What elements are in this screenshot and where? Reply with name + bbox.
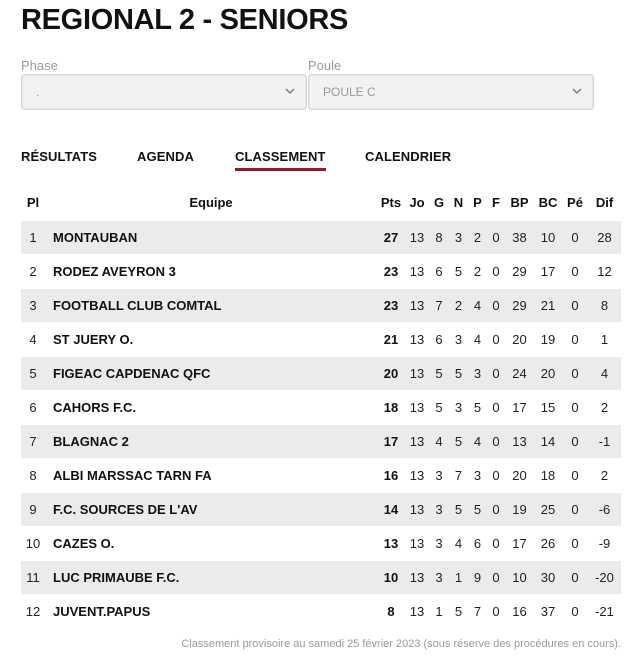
- cell-pts: 8: [377, 594, 405, 628]
- cell-pl: 6: [21, 390, 45, 424]
- header-p: P: [473, 195, 482, 211]
- cell-jo: 13: [405, 356, 429, 390]
- chevron-down-icon: [570, 84, 584, 98]
- cell-p: 4: [468, 322, 487, 356]
- table-row: [21, 254, 621, 288]
- cell-f: 0: [487, 322, 505, 356]
- cell-pl: 9: [21, 492, 45, 526]
- cell-bp: 29: [505, 254, 534, 288]
- cell-f: 0: [487, 594, 505, 628]
- cell-dif: 8: [588, 288, 621, 322]
- cell-n: 3: [449, 322, 468, 356]
- phase-label: Phase: [21, 58, 58, 73]
- cell-dif: 2: [588, 390, 621, 424]
- team-name[interactable]: CAHORS F.C.: [45, 390, 377, 424]
- cell-pts: 21: [377, 322, 405, 356]
- ranking-table: [21, 186, 621, 628]
- table-row: [21, 322, 621, 356]
- cell-bc: 26: [534, 526, 562, 560]
- cell-pe: 0: [562, 458, 588, 492]
- cell-p: 2: [468, 254, 487, 288]
- cell-f: 0: [487, 424, 505, 458]
- cell-dif: 1: [588, 322, 621, 356]
- cell-pts: 14: [377, 492, 405, 526]
- cell-bp: 20: [505, 458, 534, 492]
- cell-f: 0: [487, 560, 505, 594]
- cell-g: 6: [429, 254, 449, 288]
- team-name[interactable]: ALBI MARSSAC TARN FA: [45, 458, 377, 492]
- team-name[interactable]: CAZES O.: [45, 526, 377, 560]
- header-pl: Pl: [26, 195, 40, 211]
- cell-pe: 0: [562, 288, 588, 322]
- cell-n: 4: [449, 526, 468, 560]
- cell-pl: 4: [21, 322, 45, 356]
- cell-bc: 20: [534, 356, 562, 390]
- cell-p: 6: [468, 526, 487, 560]
- tab-classement[interactable]: CLASSEMENT: [235, 149, 326, 164]
- team-name[interactable]: JUVENT.PAPUS: [45, 594, 377, 628]
- cell-p: 5: [468, 492, 487, 526]
- cell-jo: 13: [405, 458, 429, 492]
- poule-select-value: POULE C: [323, 85, 376, 99]
- cell-bc: 18: [534, 458, 562, 492]
- cell-n: 3: [449, 220, 468, 254]
- cell-p: 4: [468, 288, 487, 322]
- table-row: [21, 458, 621, 492]
- cell-pl: 11: [21, 560, 45, 594]
- cell-f: 0: [487, 356, 505, 390]
- header-g: G: [433, 195, 445, 211]
- cell-bp: 19: [505, 492, 534, 526]
- table-row: [21, 424, 621, 458]
- header-pts: Pts: [380, 195, 402, 211]
- phase-select[interactable]: [21, 74, 307, 110]
- ranking-body: [21, 220, 621, 628]
- cell-bc: 17: [534, 254, 562, 288]
- cell-f: 0: [487, 390, 505, 424]
- team-name[interactable]: LUC PRIMAUBE F.C.: [45, 560, 377, 594]
- cell-bc: 14: [534, 424, 562, 458]
- header-bp: BP: [510, 195, 529, 211]
- table-row: [21, 594, 621, 628]
- cell-jo: 13: [405, 254, 429, 288]
- cell-dif: 12: [588, 254, 621, 288]
- cell-bp: 24: [505, 356, 534, 390]
- phase-select-value: .: [36, 85, 40, 99]
- cell-pts: 10: [377, 560, 405, 594]
- cell-p: 5: [468, 390, 487, 424]
- cell-pts: 23: [377, 254, 405, 288]
- cell-jo: 13: [405, 594, 429, 628]
- cell-g: 3: [429, 492, 449, 526]
- cell-bc: 10: [534, 220, 562, 254]
- chevron-down-icon: [283, 84, 297, 98]
- cell-jo: 13: [405, 322, 429, 356]
- cell-pts: 16: [377, 458, 405, 492]
- cell-p: 9: [468, 560, 487, 594]
- cell-pts: 23: [377, 288, 405, 322]
- cell-pts: 20: [377, 356, 405, 390]
- cell-n: 5: [449, 356, 468, 390]
- table-header-row: [21, 186, 621, 220]
- cell-g: 7: [429, 288, 449, 322]
- cell-bp: 17: [505, 390, 534, 424]
- cell-bp: 10: [505, 560, 534, 594]
- cell-pl: 7: [21, 424, 45, 458]
- table-row: [21, 492, 621, 526]
- cell-jo: 13: [405, 560, 429, 594]
- cell-pl: 10: [21, 526, 45, 560]
- cell-pe: 0: [562, 492, 588, 526]
- cell-f: 0: [487, 288, 505, 322]
- cell-dif: -6: [588, 492, 621, 526]
- cell-jo: 13: [405, 220, 429, 254]
- cell-n: 5: [449, 492, 468, 526]
- cell-pe: 0: [562, 356, 588, 390]
- cell-bc: 37: [534, 594, 562, 628]
- team-name[interactable]: FIGEAC CAPDENAC QFC: [45, 356, 377, 390]
- team-name[interactable]: MONTAUBAN: [45, 220, 377, 254]
- header-dif: Dif: [595, 195, 614, 211]
- team-name[interactable]: RODEZ AVEYRON 3: [45, 254, 377, 288]
- tab-calendrier[interactable]: CALENDRIER: [365, 149, 452, 164]
- cell-bc: 21: [534, 288, 562, 322]
- cell-dif: 2: [588, 458, 621, 492]
- cell-pe: 0: [562, 594, 588, 628]
- cell-bc: 19: [534, 322, 562, 356]
- cell-pe: 0: [562, 424, 588, 458]
- cell-g: 5: [429, 356, 449, 390]
- cell-bp: 13: [505, 424, 534, 458]
- cell-pe: 0: [562, 254, 588, 288]
- table-row: [21, 526, 621, 560]
- table-row: [21, 356, 621, 390]
- cell-g: 3: [429, 526, 449, 560]
- cell-p: 2: [468, 220, 487, 254]
- cell-p: 3: [468, 458, 487, 492]
- table-row: [21, 560, 621, 594]
- header-pe: Pé: [567, 195, 583, 211]
- cell-pe: 0: [562, 322, 588, 356]
- header-jo: Jo: [409, 195, 425, 211]
- cell-f: 0: [487, 492, 505, 526]
- cell-p: 7: [468, 594, 487, 628]
- cell-pe: 0: [562, 560, 588, 594]
- cell-bp: 17: [505, 526, 534, 560]
- cell-g: 3: [429, 560, 449, 594]
- cell-bp: 38: [505, 220, 534, 254]
- cell-f: 0: [487, 254, 505, 288]
- cell-jo: 13: [405, 390, 429, 424]
- cell-dif: -1: [588, 424, 621, 458]
- cell-pe: 0: [562, 220, 588, 254]
- page-title: REGIONAL 2 - SENIORS: [21, 4, 349, 36]
- header-n: N: [453, 195, 464, 211]
- header-equipe: Equipe: [189, 195, 233, 211]
- cell-pe: 0: [562, 526, 588, 560]
- cell-g: 3: [429, 458, 449, 492]
- cell-pe: 0: [562, 390, 588, 424]
- footnote: Classement provisoire au samedi 25 février 2023 (sous réserve des procédures en cours).: [181, 638, 621, 650]
- cell-n: 3: [449, 390, 468, 424]
- cell-f: 0: [487, 458, 505, 492]
- cell-pl: 8: [21, 458, 45, 492]
- cell-n: 7: [449, 458, 468, 492]
- cell-bc: 25: [534, 492, 562, 526]
- cell-pts: 17: [377, 424, 405, 458]
- poule-select[interactable]: [308, 74, 594, 110]
- cell-p: 3: [468, 356, 487, 390]
- cell-g: 1: [429, 594, 449, 628]
- team-name[interactable]: BLAGNAC 2: [45, 424, 377, 458]
- cell-f: 0: [487, 526, 505, 560]
- cell-pl: 5: [21, 356, 45, 390]
- cell-jo: 13: [405, 424, 429, 458]
- cell-pl: 3: [21, 288, 45, 322]
- cell-pl: 2: [21, 254, 45, 288]
- tab-resultats[interactable]: RÉSULTATS: [21, 149, 98, 164]
- table-row: [21, 390, 621, 424]
- cell-jo: 13: [405, 492, 429, 526]
- cell-dif: 28: [588, 220, 621, 254]
- cell-n: 5: [449, 254, 468, 288]
- cell-bp: 20: [505, 322, 534, 356]
- cell-dif: -9: [588, 526, 621, 560]
- cell-dif: -20: [588, 560, 621, 594]
- cell-f: 0: [487, 220, 505, 254]
- cell-n: 5: [449, 424, 468, 458]
- cell-dif: 4: [588, 356, 621, 390]
- cell-bp: 29: [505, 288, 534, 322]
- cell-jo: 13: [405, 288, 429, 322]
- cell-p: 4: [468, 424, 487, 458]
- cell-bp: 16: [505, 594, 534, 628]
- cell-pts: 18: [377, 390, 405, 424]
- cell-pts: 13: [377, 526, 405, 560]
- cell-n: 2: [449, 288, 468, 322]
- tab-bar: [21, 149, 630, 173]
- tab-agenda[interactable]: AGENDA: [137, 149, 194, 164]
- poule-label: Poule: [308, 58, 342, 73]
- team-name[interactable]: F.C. SOURCES DE L'AV: [45, 492, 377, 526]
- cell-dif: -21: [588, 594, 621, 628]
- cell-bc: 15: [534, 390, 562, 424]
- cell-g: 4: [429, 424, 449, 458]
- cell-n: 1: [449, 560, 468, 594]
- table-row: [21, 288, 621, 322]
- cell-bc: 30: [534, 560, 562, 594]
- cell-g: 6: [429, 322, 449, 356]
- cell-g: 5: [429, 390, 449, 424]
- cell-pl: 12: [21, 594, 45, 628]
- cell-pts: 27: [377, 220, 405, 254]
- cell-g: 8: [429, 220, 449, 254]
- cell-jo: 13: [405, 526, 429, 560]
- table-row: [21, 220, 621, 254]
- cell-n: 5: [449, 594, 468, 628]
- team-name[interactable]: FOOTBALL CLUB COMTAL: [45, 288, 377, 322]
- header-f: F: [492, 195, 500, 211]
- team-name[interactable]: ST JUERY O.: [45, 322, 377, 356]
- header-bc: BC: [538, 195, 558, 211]
- cell-pl: 1: [21, 220, 45, 254]
